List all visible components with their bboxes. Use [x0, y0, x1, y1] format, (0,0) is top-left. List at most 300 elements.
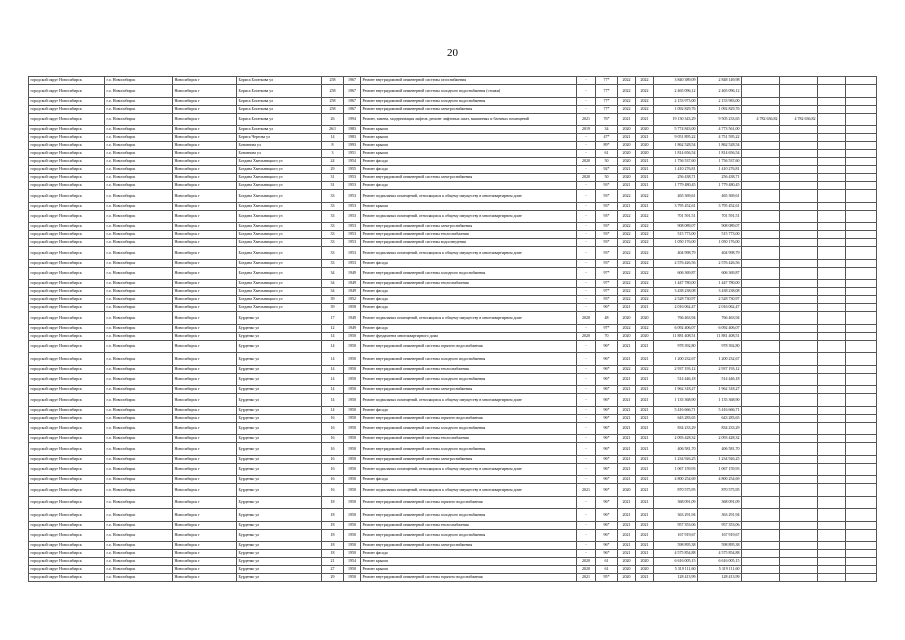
cell-cost-total: 6 616 005,15: [654, 558, 698, 566]
cell-house: 26/1: [322, 126, 344, 134]
cell-house: 33: [322, 231, 344, 239]
cell-year-from: 2020: [618, 484, 636, 497]
cell-year-from: 2020: [618, 142, 636, 150]
cell-district: городской округ Новосибирск: [29, 324, 105, 332]
cell-city: г.о. Новосибирск: [105, 406, 173, 414]
cell-work: Ремонт фасада: [361, 166, 577, 174]
cell-wear: 34: [596, 126, 618, 134]
cell-street: Бурденко ул: [237, 406, 322, 414]
cell-year: 1955: [344, 166, 361, 174]
cell-empty-1: [818, 476, 846, 484]
cell-empty-1: [818, 239, 846, 247]
cell-house: 3: [322, 150, 344, 158]
cell-cost-fund: 2 848 149,98: [698, 77, 742, 85]
cell-empty-2: [846, 280, 877, 288]
cell-locality: Новосибирск г: [173, 558, 237, 566]
cell-year-from: 2022: [618, 210, 636, 223]
cell-cost-total: 5 319 111,60: [654, 566, 698, 574]
cell-col-8: 2020: [577, 558, 596, 566]
cell-cost-fund: 1 234 926,25: [698, 455, 742, 463]
cell-year-from: 2022: [618, 77, 636, 85]
cell-cost-total: 3 840 389,09: [654, 77, 698, 85]
cell-empty-2: [846, 521, 877, 529]
cell-cost-extra-2: [780, 231, 818, 239]
cell-empty-2: [846, 113, 877, 126]
cell-cost-fund: 957 353,06: [698, 521, 742, 529]
cell-year-to: 2021: [636, 422, 654, 435]
table-row: [29, 85, 877, 98]
cell-work: Ремонт внутридомовой инженерной системы электроснабжения: [361, 223, 577, 231]
cell-locality: Новосибирск г: [173, 113, 237, 126]
cell-city: г.о. Новосибирск: [105, 113, 173, 126]
cell-cost-extra-1: [742, 182, 780, 190]
cell-city: г.о. Новосибирск: [105, 353, 173, 366]
cell-cost-fund: 598 895,38: [698, 542, 742, 550]
cell-street: Бонанзова ул: [237, 150, 322, 158]
cell-locality: Новосибирск г: [173, 373, 237, 386]
cell-year-to: 2021: [636, 406, 654, 414]
cell-cost-extra-1: [742, 435, 780, 443]
cell-cost-total: 2 465 096,12: [654, 85, 698, 98]
cell-empty-2: [846, 542, 877, 550]
cell-work: Ремонт внутридомовой инженерной системы теплоснабжения: [361, 231, 577, 239]
cell-work: Ремонт крыши: [361, 126, 577, 134]
cell-year: 1953: [344, 247, 361, 260]
table-row: [29, 267, 877, 280]
cell-col-8: -: [577, 394, 596, 407]
cell-empty-1: [818, 406, 846, 414]
cell-empty-1: [818, 190, 846, 203]
cell-cost-extra-2: [780, 97, 818, 105]
cell-empty-1: [818, 150, 846, 158]
cell-empty-2: [846, 422, 877, 435]
cell-empty-2: [846, 304, 877, 312]
cell-cost-extra-1: [742, 267, 780, 280]
cell-cost-extra-2: [780, 280, 818, 288]
cell-cost-fund: 256 438,71: [698, 174, 742, 182]
cell-empty-2: [846, 126, 877, 134]
cell-year: 1954: [344, 158, 361, 166]
cell-locality: Новосибирск г: [173, 296, 237, 304]
cell-cost-extra-2: [780, 332, 818, 340]
cell-street: Богдана Хмельницкого ул: [237, 202, 322, 210]
cell-col-8: 2020: [577, 312, 596, 325]
cell-city: г.о. Новосибирск: [105, 190, 173, 203]
cell-col-8: 2021: [577, 574, 596, 582]
cell-cost-extra-1: [742, 373, 780, 386]
cell-house: 14: [322, 394, 344, 407]
cell-district: городской округ Новосибирск: [29, 550, 105, 558]
cell-cost-total: 514 446,18: [654, 373, 698, 386]
cell-city: г.о. Новосибирск: [105, 414, 173, 422]
cell-year-from: 2020: [618, 332, 636, 340]
cell-cost-extra-2: [780, 259, 818, 267]
table-row: [29, 126, 877, 134]
cell-year-to: 2021: [636, 521, 654, 529]
cell-year-to: 2021: [636, 476, 654, 484]
cell-cost-extra-1: [742, 202, 780, 210]
cell-house: 16: [322, 455, 344, 463]
cell-year: 1950: [344, 353, 361, 366]
cell-cost-total: 598 895,38: [654, 542, 698, 550]
cell-empty-1: [818, 182, 846, 190]
cell-house: 258: [322, 105, 344, 113]
cell-street: Бурденко ул: [237, 353, 322, 366]
cell-year: 1983: [344, 134, 361, 142]
cell-empty-2: [846, 386, 877, 394]
table-row: [29, 113, 877, 126]
cell-locality: Новосибирск г: [173, 231, 237, 239]
cell-empty-2: [846, 150, 877, 158]
cell-col-8: -: [577, 455, 596, 463]
cell-city: г.о. Новосибирск: [105, 365, 173, 373]
cell-city: г.о. Новосибирск: [105, 150, 173, 158]
cell-cost-extra-1: [742, 463, 780, 476]
cell-city: г.о. Новосибирск: [105, 443, 173, 456]
cell-city: г.о. Новосибирск: [105, 182, 173, 190]
cell-year-from: 2021: [618, 476, 636, 484]
cell-year-to: 2022: [636, 210, 654, 223]
cell-empty-1: [818, 455, 846, 463]
cell-wear: 93*: [596, 231, 618, 239]
cell-house: 34: [322, 288, 344, 296]
cell-district: городской округ Новосибирск: [29, 312, 105, 325]
cell-wear: 96*: [596, 394, 618, 407]
cell-street: Бориса Богаткова ул: [237, 126, 322, 134]
cell-col-8: 2020: [577, 174, 596, 182]
cell-cost-extra-2: [780, 509, 818, 522]
cell-empty-2: [846, 332, 877, 340]
cell-cost-extra-2: [780, 521, 818, 529]
cell-district: городской округ Новосибирск: [29, 353, 105, 366]
table-row: [29, 182, 877, 190]
cell-cost-fund: 1 092 829,76: [698, 105, 742, 113]
cell-cost-extra-2: 4 782 636,82: [780, 113, 818, 126]
cell-year-from: 2021: [618, 550, 636, 558]
cell-work: Ремонт подвальных помещений, относящихся к общему имуществу в многоквартирном доме: [361, 210, 577, 223]
cell-year: 1953: [344, 259, 361, 267]
table-row: [29, 142, 877, 150]
cell-cost-fund: 167 919,67: [698, 529, 742, 542]
capital-repair-table: [28, 76, 877, 582]
cell-locality: Новосибирск г: [173, 158, 237, 166]
cell-cost-extra-2: [780, 126, 818, 134]
cell-district: городской округ Новосибирск: [29, 126, 105, 134]
cell-col-8: -: [577, 182, 596, 190]
table-row: [29, 231, 877, 239]
cell-cost-fund: 1 779 480,45: [698, 182, 742, 190]
cell-city: г.о. Новосибирск: [105, 231, 173, 239]
cell-cost-total: 766 463,94: [654, 312, 698, 325]
cell-wear: 96*: [596, 455, 618, 463]
cell-district: городской округ Новосибирск: [29, 182, 105, 190]
cell-year: 1949: [344, 280, 361, 288]
cell-wear: 77*: [596, 85, 618, 98]
cell-cost-fund: 2 465 096,12: [698, 85, 742, 98]
cell-col-8: -: [577, 296, 596, 304]
cell-year-to: 2022: [636, 247, 654, 260]
cell-street: Богдана Хмельницкого ул: [237, 247, 322, 260]
cell-year-to: 2021: [636, 304, 654, 312]
cell-house: 14: [322, 340, 344, 353]
cell-city: г.о. Новосибирск: [105, 521, 173, 529]
cell-wear: 70: [596, 332, 618, 340]
cell-locality: Новосибирск г: [173, 312, 237, 325]
cell-house: 16: [322, 476, 344, 484]
cell-cost-extra-2: [780, 174, 818, 182]
cell-street: Богдана Хмельницкого ул: [237, 174, 322, 182]
cell-cost-extra-2: [780, 105, 818, 113]
cell-col-8: -: [577, 280, 596, 288]
cell-empty-2: [846, 406, 877, 414]
cell-cost-extra-1: [742, 97, 780, 105]
cell-cost-fund: 978 392,80: [698, 340, 742, 353]
cell-cost-total: 1 756 537,60: [654, 158, 698, 166]
cell-city: г.о. Новосибирск: [105, 373, 173, 386]
cell-year: 1950: [344, 509, 361, 522]
cell-street: Бурденко ул: [237, 455, 322, 463]
cell-cost-extra-2: [780, 476, 818, 484]
cell-cost-total: 9 051 895,22: [654, 134, 698, 142]
cell-wear: 97*: [596, 288, 618, 296]
cell-street: Бурденко ул: [237, 496, 322, 509]
cell-year-to: 2021: [636, 414, 654, 422]
cell-street: Богдана Хмельницкого ул: [237, 231, 322, 239]
cell-district: городской округ Новосибирск: [29, 529, 105, 542]
cell-house: 258: [322, 85, 344, 98]
cell-street: Богдана Хмельницкого ул: [237, 210, 322, 223]
cell-year-from: 2022: [618, 259, 636, 267]
cell-wear: 48: [596, 312, 618, 325]
cell-col-8: -: [577, 259, 596, 267]
cell-wear: 77*: [596, 97, 618, 105]
cell-year-from: 2020: [618, 574, 636, 582]
cell-empty-1: [818, 312, 846, 325]
cell-empty-1: [818, 373, 846, 386]
table-row: [29, 574, 877, 582]
cell-city: г.о. Новосибирск: [105, 174, 173, 182]
cell-col-8: -: [577, 190, 596, 203]
table-row: [29, 223, 877, 231]
cell-cost-extra-2: [780, 166, 818, 174]
cell-year-to: 2021: [636, 435, 654, 443]
cell-empty-2: [846, 550, 877, 558]
cell-street: Бурденко ул: [237, 566, 322, 574]
table-row: [29, 443, 877, 456]
cell-cost-total: 2 576 426,56: [654, 259, 698, 267]
cell-cost-extra-2: [780, 406, 818, 414]
cell-wear: 95*: [596, 574, 618, 582]
cell-empty-2: [846, 166, 877, 174]
cell-empty-2: [846, 259, 877, 267]
cell-col-8: -: [577, 304, 596, 312]
cell-house: 14: [322, 373, 344, 386]
cell-year-to: 2020: [636, 126, 654, 134]
cell-year: 1950: [344, 521, 361, 529]
cell-col-8: -: [577, 77, 596, 85]
cell-cost-extra-1: [742, 365, 780, 373]
cell-locality: Новосибирск г: [173, 77, 237, 85]
table-row: [29, 247, 877, 260]
cell-cost-total: 2 528 730,97: [654, 296, 698, 304]
table-row: [29, 509, 877, 522]
cell-cost-extra-1: [742, 422, 780, 435]
cell-district: городской округ Новосибирск: [29, 259, 105, 267]
cell-work: Ремонт внутридомовой инженерной системы водоотведения: [361, 239, 577, 247]
cell-year: 1950: [344, 435, 361, 443]
cell-wear: 97*: [596, 324, 618, 332]
cell-year-to: 2022: [636, 85, 654, 98]
cell-year: 1950: [344, 406, 361, 414]
cell-cost-extra-2: [780, 202, 818, 210]
cell-work: Ремонт крыши: [361, 202, 577, 210]
cell-wear: 96*: [596, 476, 618, 484]
cell-city: г.о. Новосибирск: [105, 77, 173, 85]
cell-cost-extra-1: [742, 550, 780, 558]
cell-work: Ремонт фасада: [361, 296, 577, 304]
page-number: 20: [447, 47, 458, 59]
cell-locality: Новосибирск г: [173, 422, 237, 435]
cell-cost-fund: 406 581,70: [698, 443, 742, 456]
cell-city: г.о. Новосибирск: [105, 288, 173, 296]
table-row: [29, 190, 877, 203]
cell-city: г.о. Новосибирск: [105, 542, 173, 550]
cell-city: г.о. Новосибирск: [105, 422, 173, 435]
cell-cost-fund: 1 135 368,90: [698, 394, 742, 407]
cell-empty-2: [846, 158, 877, 166]
cell-empty-2: [846, 312, 877, 325]
cell-year: 1953: [344, 174, 361, 182]
cell-wear: 96*: [596, 509, 618, 522]
cell-cost-total: 5 774 843,00: [654, 126, 698, 134]
cell-year: 1950: [344, 496, 361, 509]
cell-empty-1: [818, 353, 846, 366]
cell-empty-1: [818, 463, 846, 476]
cell-district: городской округ Новосибирск: [29, 190, 105, 203]
cell-locality: Новосибирск г: [173, 190, 237, 203]
cell-wear: 96*: [596, 353, 618, 366]
cell-year-to: 2022: [636, 324, 654, 332]
cell-cost-total: 6 092 406,07: [654, 324, 698, 332]
cell-locality: Новосибирск г: [173, 340, 237, 353]
cell-year-from: 2021: [618, 422, 636, 435]
cell-empty-2: [846, 394, 877, 407]
cell-empty-2: [846, 223, 877, 231]
cell-cost-extra-2: [780, 312, 818, 325]
cell-street: Бориса Богаткова ул: [237, 97, 322, 105]
cell-year-to: 2021: [636, 550, 654, 558]
cell-col-8: -: [577, 365, 596, 373]
cell-city: г.о. Новосибирск: [105, 247, 173, 260]
cell-cost-extra-2: [780, 394, 818, 407]
cell-work: Ремонт фасада: [361, 158, 577, 166]
cell-city: г.о. Новосибирск: [105, 566, 173, 574]
cell-cost-extra-1: [742, 574, 780, 582]
cell-district: городской округ Новосибирск: [29, 574, 105, 582]
cell-district: городской округ Новосибирск: [29, 340, 105, 353]
cell-wear: 93*: [596, 296, 618, 304]
cell-year: 1967: [344, 97, 361, 105]
cell-cost-total: 404 998,79: [654, 247, 698, 260]
cell-empty-1: [818, 435, 846, 443]
cell-year: 1950: [344, 529, 361, 542]
cell-wear: 93*: [596, 259, 618, 267]
cell-street: Бурденко ул: [237, 435, 322, 443]
cell-house: 16: [322, 435, 344, 443]
cell-col-8: -: [577, 529, 596, 542]
cell-street: Бурденко ул: [237, 476, 322, 484]
cell-cost-total: 5 416 666,71: [654, 406, 698, 414]
cell-cost-extra-1: [742, 166, 780, 174]
table-row: [29, 422, 877, 435]
cell-cost-extra-1: [742, 280, 780, 288]
cell-year-from: 2021: [618, 373, 636, 386]
cell-year-from: 2021: [618, 386, 636, 394]
cell-cost-extra-1: [742, 509, 780, 522]
cell-locality: Новосибирск г: [173, 509, 237, 522]
cell-city: г.о. Новосибирск: [105, 496, 173, 509]
cell-year: 1950: [344, 484, 361, 497]
cell-year-to: 2021: [636, 340, 654, 353]
cell-year: 1953: [344, 202, 361, 210]
cell-cost-total: 908 089,07: [654, 223, 698, 231]
cell-col-8: 2020: [577, 158, 596, 166]
cell-locality: Новосибирск г: [173, 280, 237, 288]
cell-cost-total: 256 438,71: [654, 174, 698, 182]
cell-year-to: 2020: [636, 566, 654, 574]
table-row: [29, 259, 877, 267]
cell-work: Ремонт фасада: [361, 304, 577, 312]
cell-house: 18: [322, 521, 344, 529]
cell-year-from: 2022: [618, 190, 636, 203]
cell-cost-fund: 1 410 276,81: [698, 166, 742, 174]
table-body: [29, 77, 877, 582]
cell-empty-2: [846, 476, 877, 484]
cell-year: 1949: [344, 267, 361, 280]
cell-cost-fund: 4 800 254,69: [698, 476, 742, 484]
cell-year-from: 2022: [618, 296, 636, 304]
cell-empty-2: [846, 566, 877, 574]
cell-year-from: 2021: [618, 463, 636, 476]
cell-year: 1993: [344, 142, 361, 150]
cell-house: 34: [322, 280, 344, 288]
cell-locality: Новосибирск г: [173, 304, 237, 312]
cell-cost-extra-1: [742, 529, 780, 542]
cell-year-from: 2021: [618, 202, 636, 210]
cell-street: Богдана Хмельницкого ул: [237, 304, 322, 312]
cell-empty-1: [818, 332, 846, 340]
cell-cost-extra-1: [742, 259, 780, 267]
cell-work: Ремонт фасада: [361, 182, 577, 190]
cell-year: 1950: [344, 414, 361, 422]
cell-year-from: 2021: [618, 496, 636, 509]
cell-district: городской округ Новосибирск: [29, 558, 105, 566]
cell-empty-2: [846, 210, 877, 223]
cell-district: городской округ Новосибирск: [29, 280, 105, 288]
cell-district: городской округ Новосибирск: [29, 414, 105, 422]
cell-cost-total: 1 779 480,45: [654, 182, 698, 190]
cell-cost-extra-2: [780, 85, 818, 98]
cell-cost-fund: 11 881 408,51: [698, 332, 742, 340]
table-row: [29, 166, 877, 174]
cell-street: Бурденко ул: [237, 558, 322, 566]
cell-empty-2: [846, 529, 877, 542]
cell-work: Ремонт внутридомовой инженерной системы электроснабжения: [361, 386, 577, 394]
cell-cost-extra-2: [780, 422, 818, 435]
cell-locality: Новосибирск г: [173, 476, 237, 484]
cell-city: г.о. Новосибирск: [105, 239, 173, 247]
cell-cost-total: 465 369,61: [654, 190, 698, 203]
